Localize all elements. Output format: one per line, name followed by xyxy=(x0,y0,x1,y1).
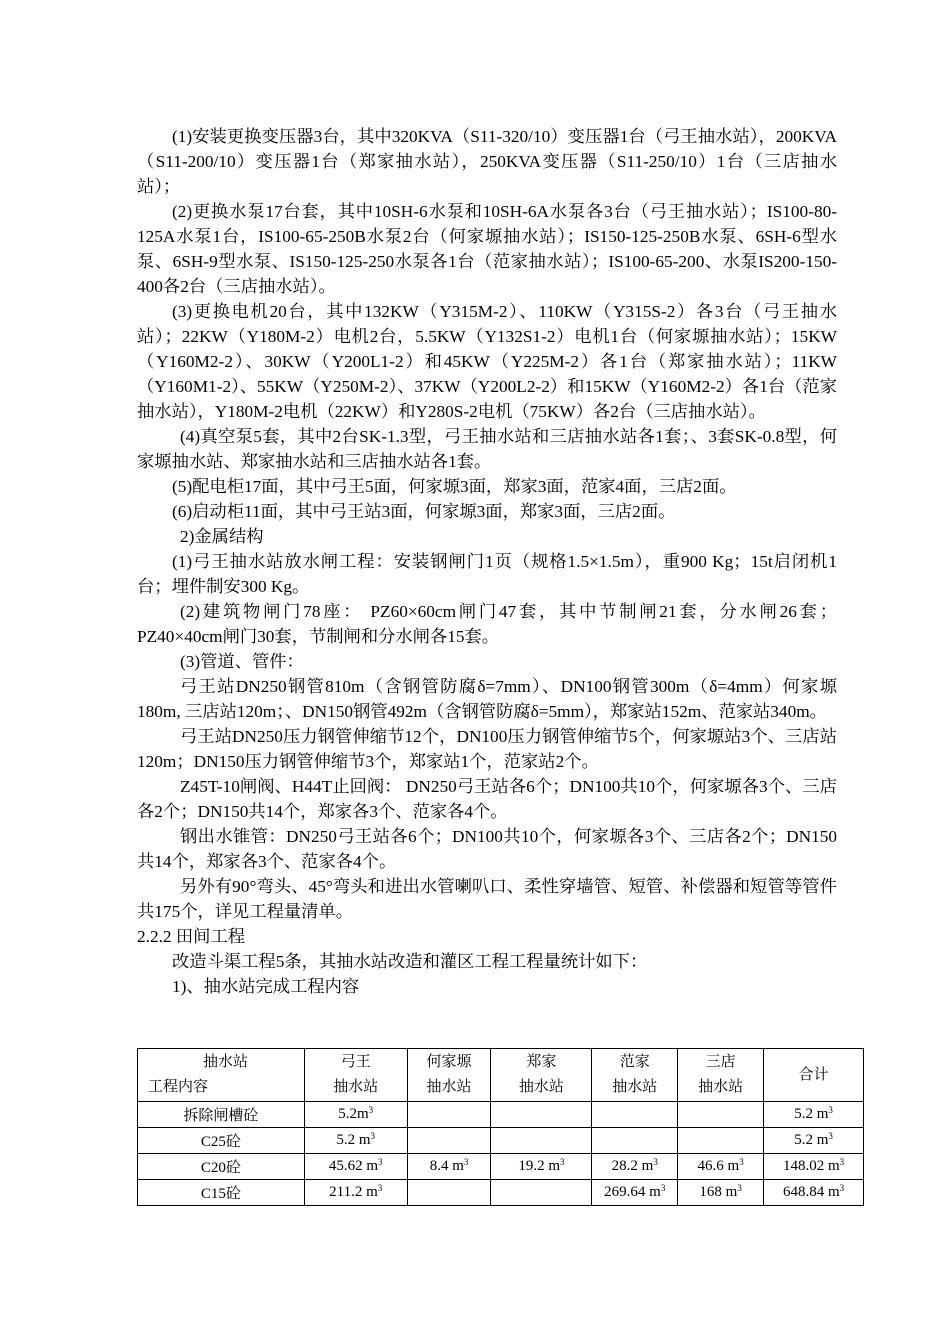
para-pumps: (2)更换水泵17台套，其中10SH-6水泵和10SH-6A水泵各3台（弓王抽水站）；IS100-80-125A水泵1台，IS100-65-250B水泵2台（何家塬抽水站）；IS150-125-250B水泵、6SH-6型水泵、6SH-9型水泵、IS150-125-250水泵各1台（范家抽水站）；IS100-65-200、水泵IS200-150-400各2台（三店抽水站）。 xyxy=(137,202,837,296)
table-cell xyxy=(491,1128,592,1154)
table-cell: 28.2 $m^3$ xyxy=(592,1154,678,1180)
table-cell xyxy=(491,1180,592,1206)
table-cell: 46.6 $m^3$ xyxy=(678,1154,764,1180)
table-cell: 269.64 $m^3$ xyxy=(592,1180,678,1206)
table-cell xyxy=(407,1180,491,1206)
row-label: 拆除闸槽砼 xyxy=(138,1102,305,1128)
table-cell: 168 $m^3$ xyxy=(678,1180,764,1206)
corner-top-label: 抽水站 xyxy=(203,1054,249,1070)
table-cell: 8.4 $m^3$ xyxy=(407,1154,491,1180)
para-vacuum-pumps: (4)真空泵5套，其中2台SK-1.3型，弓王抽水站和三店抽水站各1套；、3套SK-0.8型，何家塬抽水站、郑家抽水站和三店抽水站各1套。 xyxy=(137,427,837,471)
column-header: 三店 抽水站 xyxy=(678,1049,764,1102)
para-fittings: 另外有90°弯头、45°弯头和进出水管喇叭口、柔性穿墙管、短管、补偿器和短管等管件共175个，详见工程量清单。 xyxy=(137,877,837,921)
para-building-gates: (2)建筑物闸门78座： PZ60×60cm闸门47套，其中节制闸21套，分水闸26套；PZ40×40cm闸门30套，节制闸和分水闸各15套。 xyxy=(137,602,837,646)
heading-pipes: (3)管道、管件： xyxy=(180,652,304,671)
heading-metal-structure: 2)金属结构 xyxy=(180,527,264,546)
para-starter-cabinets: (6)启动柜11面，其中弓王站3面，何家塬3面，郑家3面，三店2面。 xyxy=(172,502,676,521)
table-cell: 5.2 $m^3$ xyxy=(304,1128,407,1154)
table-cell: 19.2 $m^3$ xyxy=(491,1154,592,1180)
heading-station-works: 1)、抽水站完成工程内容 xyxy=(172,977,360,996)
table-cell xyxy=(678,1128,764,1154)
column-header-total: 合计 xyxy=(764,1049,864,1102)
table-cell: 5.2 $m^3$ xyxy=(764,1102,864,1128)
row-label: C20砼 xyxy=(138,1154,305,1180)
heading-field-works: 2.2.2 田间工程 xyxy=(137,927,246,946)
para-expansion-joints: 弓王站DN250压力钢管伸缩节12个，DN100压力钢管伸缩节5个，何家塬站3个、三店站120m；DN150压力钢管伸缩节3个，郑家站1个，范家站2个。 xyxy=(137,727,837,771)
table-cell: 5.2 $m^3$ xyxy=(764,1128,864,1154)
table-cell: 211.2 $m^3$ xyxy=(304,1180,407,1206)
table-cell: 648.84 $m^3$ xyxy=(764,1180,864,1206)
table-cell xyxy=(592,1102,678,1128)
table-cell xyxy=(407,1128,491,1154)
table-row xyxy=(138,1180,864,1206)
table-row xyxy=(138,1128,864,1154)
row-label: C25砼 xyxy=(138,1128,305,1154)
para-steel-pipes: 弓王站DN250钢管810m（含钢管防腐δ=7mm）、DN100钢管300m（δ=4mm）何家塬180m, 三店站120m；、DN150钢管492m（含钢管防腐δ=5mm），郑家站152m、范家站340m。 xyxy=(137,677,837,721)
quantity-table xyxy=(137,1048,864,1206)
table-cell xyxy=(678,1102,764,1128)
table-cell xyxy=(592,1128,678,1154)
table-cell xyxy=(491,1102,592,1128)
column-header: 何家塬 抽水站 xyxy=(407,1049,491,1102)
table-corner-cell xyxy=(138,1049,305,1102)
table-row xyxy=(138,1154,864,1180)
para-distribution-cabinets: (5)配电柜17面，其中弓王5面，何家塬3面，郑家3面，范家4面，三店2面。 xyxy=(172,477,737,496)
table-cell: $5.2m^3$ xyxy=(304,1102,407,1128)
table-body xyxy=(138,1102,864,1206)
document-body xyxy=(137,124,837,999)
para-transformers: (1)安装更换变压器3台，其中320KVA（S11-320/10）变压器1台（弓王抽水站），200KVA（S11-200/10）变压器1台（郑家抽水站），250KVA变压器（S11-250/10）1台（三店抽水站）； xyxy=(137,127,837,196)
para-valves: Z45T-10闸阀、H44T止回阀： DN250弓王站各6个；DN100共10个，何家塬各3个、三店各2个；DN150共14个，郑家各3个、范家各4个。 xyxy=(137,777,837,821)
column-header: 郑家 抽水站 xyxy=(491,1049,592,1102)
para-field-summary: 改造斗渠工程5条，其抽水站改造和灌区工程工程量统计如下： xyxy=(172,952,648,971)
column-header: 范家 抽水站 xyxy=(592,1049,678,1102)
column-header: 弓王 抽水站 xyxy=(304,1049,407,1102)
table-cell: 148.02 $m^3$ xyxy=(764,1154,864,1180)
para-cone-pipes: 钢出水锥管：DN250弓王站各6个；DN100共10个，何家塬各3个、三店各2个；DN150共14个，郑家各3个、范家各4个。 xyxy=(137,827,837,871)
table-cell xyxy=(407,1102,491,1128)
table-header-row xyxy=(138,1049,864,1102)
corner-bottom-label: 工程内容 xyxy=(148,1079,209,1095)
table-row xyxy=(138,1102,864,1128)
para-sluice-gate: (1)弓王抽水站放水闸工程：安装钢闸门1页（规格1.5×1.5m），重900 Kg；15t启闭机1台；埋件制安300 Kg。 xyxy=(137,552,837,596)
para-motors: (3)更换电机20台，其中132KW（Y315M-2）、110KW（Y315S-2）各3台（弓王抽水站）；22KW（Y180M-2）电机2台，5.5KW（Y132S1-2）电机1台（何家塬抽水站）；15KW（Y160M2-2）、30KW（Y200L1-2）和45KW（Y225M-2）各1台（郑家抽水站）；11KW（Y160M1-2）、55KW（Y250M-2）、37KW（Y200L2-2）和15KW（Y160M2-2）各1台（范家抽水站），Y180M-2电机（22KW）和Y280S-2电机（75KW）各2台（三店抽水站）。 xyxy=(137,302,837,421)
table-cell: 45.62 $m^3$ xyxy=(304,1154,407,1180)
row-label: C15砼 xyxy=(138,1180,305,1206)
